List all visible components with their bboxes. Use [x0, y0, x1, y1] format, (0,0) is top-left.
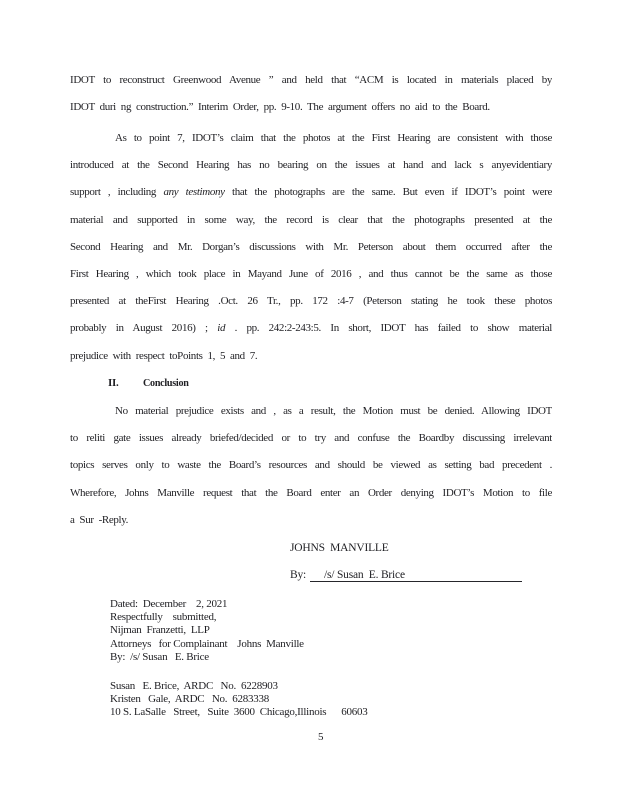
heading-numeral: II.	[108, 377, 119, 389]
by-label: By:	[290, 569, 307, 581]
page-number: 5	[318, 731, 324, 743]
text-line: Wherefore, Johns Manville request that the Board enter an Order denying IDOT’s Motion to file	[70, 486, 552, 499]
signature-company: JOHNS MANVILLE	[290, 542, 389, 554]
text-line: IDOT to reconstruct Greenwood Avenue ” and held that “ACM is located in materials placed by	[70, 74, 552, 86]
text-line: a Sur -Reply.	[70, 513, 129, 526]
text-line: IDOT duri ng construction.” Interim Order, pp. 9-10. The argument offers no aid to the Board.	[70, 101, 490, 114]
text-line: prejudice with respect toPoints 1, 5 and 7.	[70, 349, 258, 362]
signature-line: Attorneys for Complainant Johns Manville	[110, 637, 304, 650]
body-paragraph-3	[70, 398, 552, 534]
text-line: topics serves only to waste the Board’s resources and should be viewed as setting bad precedent .	[70, 459, 552, 472]
text-line: to reliti gate issues already briefed/decided or to try and confuse the Boardby discussing irrelevant	[70, 432, 552, 445]
body-paragraph-2	[70, 125, 552, 370]
signature-line: Kristen Gale, ARDC No. 6283338	[110, 693, 270, 706]
text-line: presented at theFirst Hearing .Oct. 26 Tr., pp. 172 :4-7 (Peterson stating he took these photos	[70, 295, 552, 308]
text-line: introduced at the Second Hearing has no bearing on the issues at hand and lack s anyevidentiary	[70, 159, 552, 172]
text-line: No material prejudice exists and , as a result, the Motion must be denied. Allowing IDOT	[115, 405, 552, 417]
heading-title: Conclusion	[142, 377, 189, 389]
text-line: As to point 7, IDOT’s claim that the photos at the First Hearing are consistent with those	[115, 132, 552, 144]
signature-line: Nijman Franzetti, LLP	[110, 624, 210, 637]
signature-by-line	[290, 569, 522, 582]
text-line: Second Hearing and Mr. Dorgan’s discussions with Mr. Peterson about them occurred after the	[70, 240, 552, 253]
text-line: probably in August 2016) ; id . pp. 242:2-243:5. In short, IDOT has failed to show material	[70, 322, 552, 335]
conclusion-heading	[108, 377, 192, 389]
signature-line: Dated: December 2, 2021	[110, 598, 228, 610]
attorney-block	[110, 680, 368, 720]
text-line: First Hearing , which took place in Mayand June of 2016 , and thus cannot be the same as those	[70, 267, 552, 280]
signature-line: 10 S. LaSalle Street, Suite 3600 Chicago,Illinois 60603	[110, 706, 368, 719]
dated-block	[110, 598, 304, 664]
signature-line: Respectfully submitted,	[110, 611, 217, 624]
text-line: support , including any testimony that the photographs are the same. But even if IDOT’s point were	[70, 186, 552, 199]
signature-underline: /s/ Susan E. Brice	[310, 569, 522, 582]
body-paragraph-1	[70, 67, 552, 121]
text-line: material and supported in some way, the record is clear that the photographs presented at the	[70, 213, 552, 226]
signature-line: Susan E. Brice, ARDC No. 6228903	[110, 680, 278, 692]
signature-line: By: /s/ Susan E. Brice	[110, 650, 209, 663]
